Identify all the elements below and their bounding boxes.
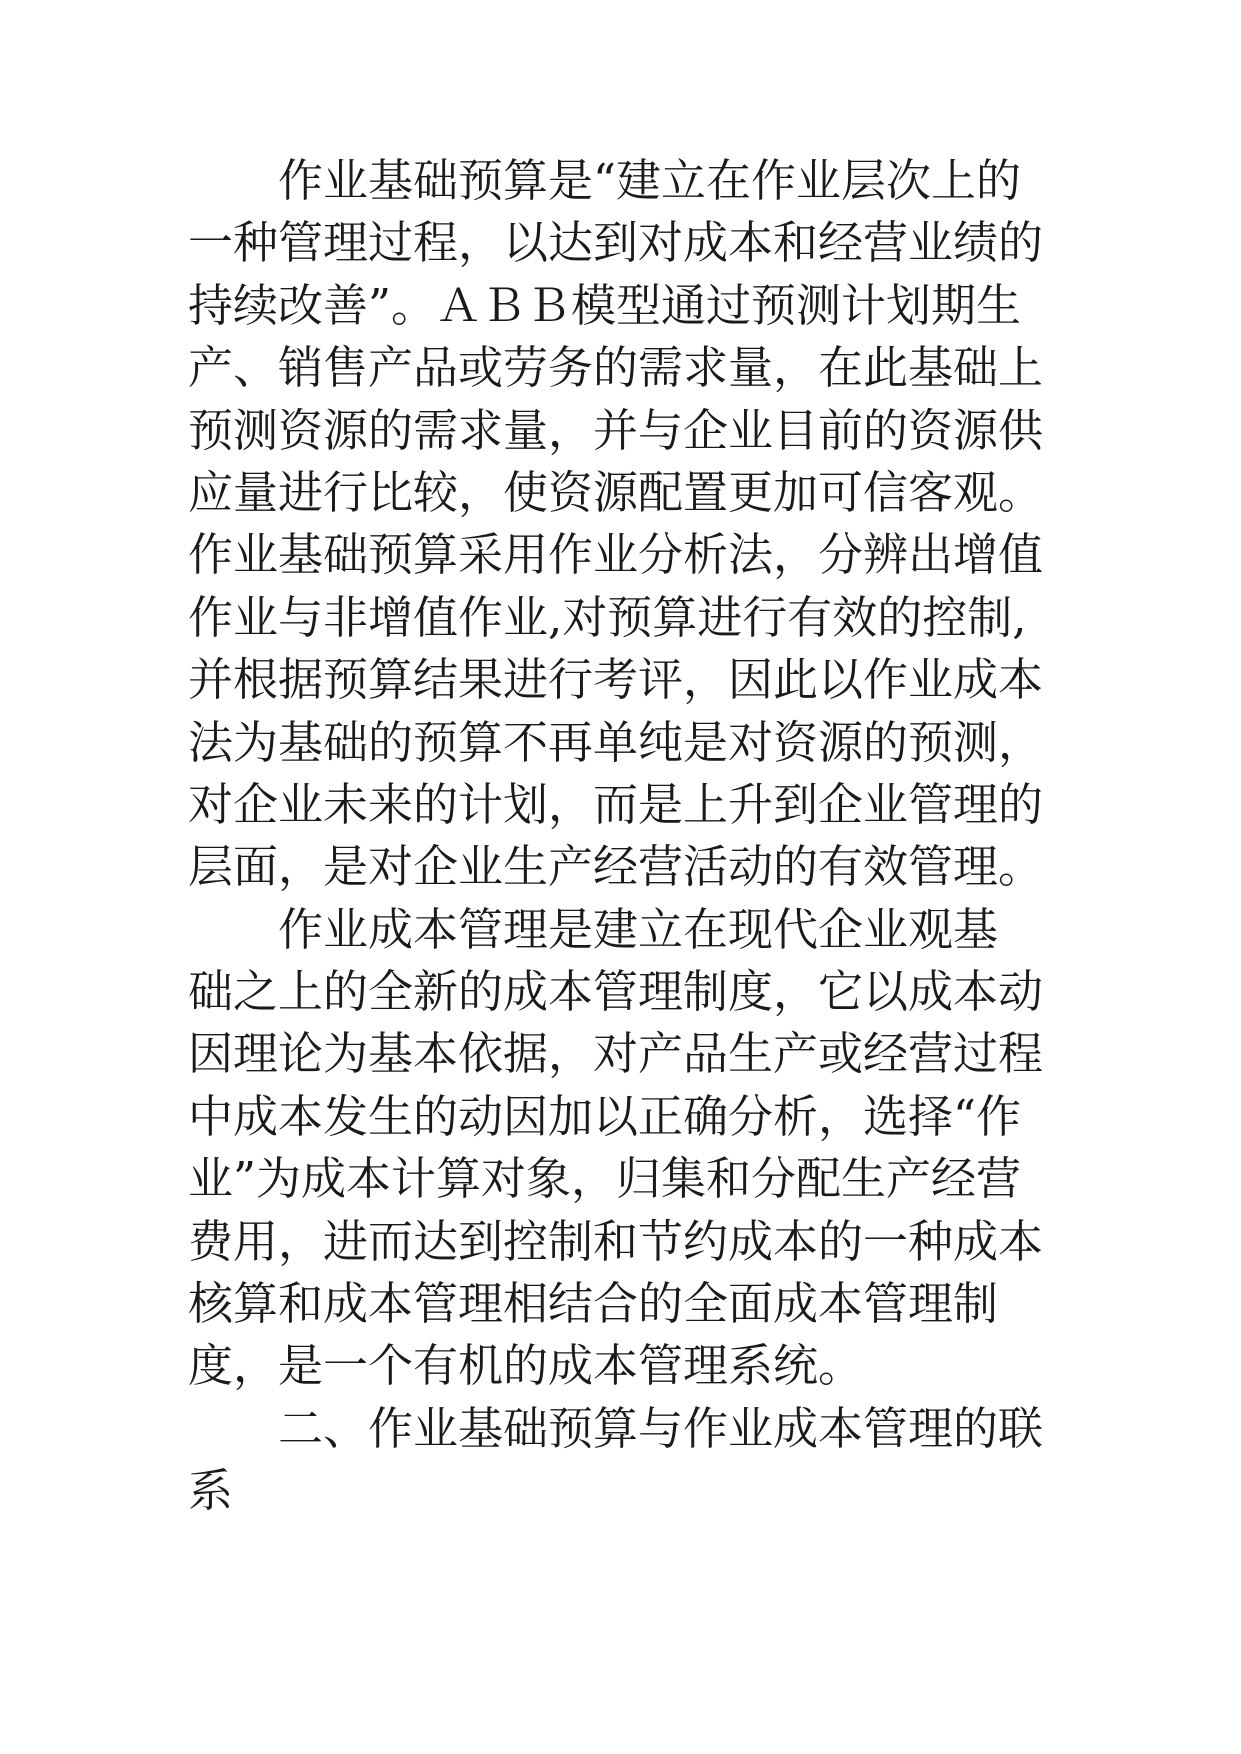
text-line: 中成本发生的动因加以正确分析，选择“作 <box>188 1089 1022 1143</box>
section-heading <box>188 1398 1068 1523</box>
heading-line: 二、作业基础预算与作业成本管理的联 <box>278 1401 1044 1455</box>
paragraph-abb-definition <box>188 150 1068 899</box>
text-line: 产、销售产品或劳务的需求量，在此基础上 <box>188 341 1044 395</box>
text-line: 一种管理过程，以达到对成本和经营业绩的 <box>188 216 1044 270</box>
text-line: 应量进行比较，使资源配置更加可信客观。 <box>188 465 1044 519</box>
heading-line: 系 <box>188 1464 234 1518</box>
text-line: 层面，是对企业生产经营活动的有效管理。 <box>188 840 1044 894</box>
text-line: 作业成本管理是建立在现代企业观基 <box>278 902 999 956</box>
paragraph-abm-definition <box>188 899 1068 1398</box>
text-line: 作业基础预算是“建立在作业层次上的 <box>278 154 1022 207</box>
text-line: 因理论为基本依据，对产品生产或经营过程 <box>188 1027 1044 1081</box>
text-line: 度，是一个有机的成本管理系统。 <box>188 1339 864 1393</box>
text-line: 对企业未来的计划，而是上升到企业管理的 <box>188 777 1044 831</box>
text-line: 法为基础的预算不再单纯是对资源的预测， <box>188 715 1044 769</box>
text-line: 预测资源的需求量，并与企业目前的资源供 <box>188 403 1044 457</box>
text-line: 业”为成本计算对象，归集和分配生产经营 <box>188 1152 1022 1206</box>
body-text <box>188 150 1068 1523</box>
text-line: 作业与非增值作业,对预算进行有效的控制, <box>188 590 1027 644</box>
text-line: 础之上的全新的成本管理制度，它以成本动 <box>188 965 1044 1019</box>
text-line: 并根据预算结果进行考评，因此以作业成本 <box>188 653 1044 707</box>
text-line: 核算和成本管理相结合的全面成本管理制 <box>188 1277 999 1331</box>
text-line: 费用，进而达到控制和节约成本的一种成本 <box>188 1214 1044 1268</box>
text-line: 持续改善”。ＡＢＢ模型通过预测计划期生 <box>188 278 1022 332</box>
text-line: 作业基础预算采用作业分析法，分辨出增值 <box>188 528 1044 582</box>
